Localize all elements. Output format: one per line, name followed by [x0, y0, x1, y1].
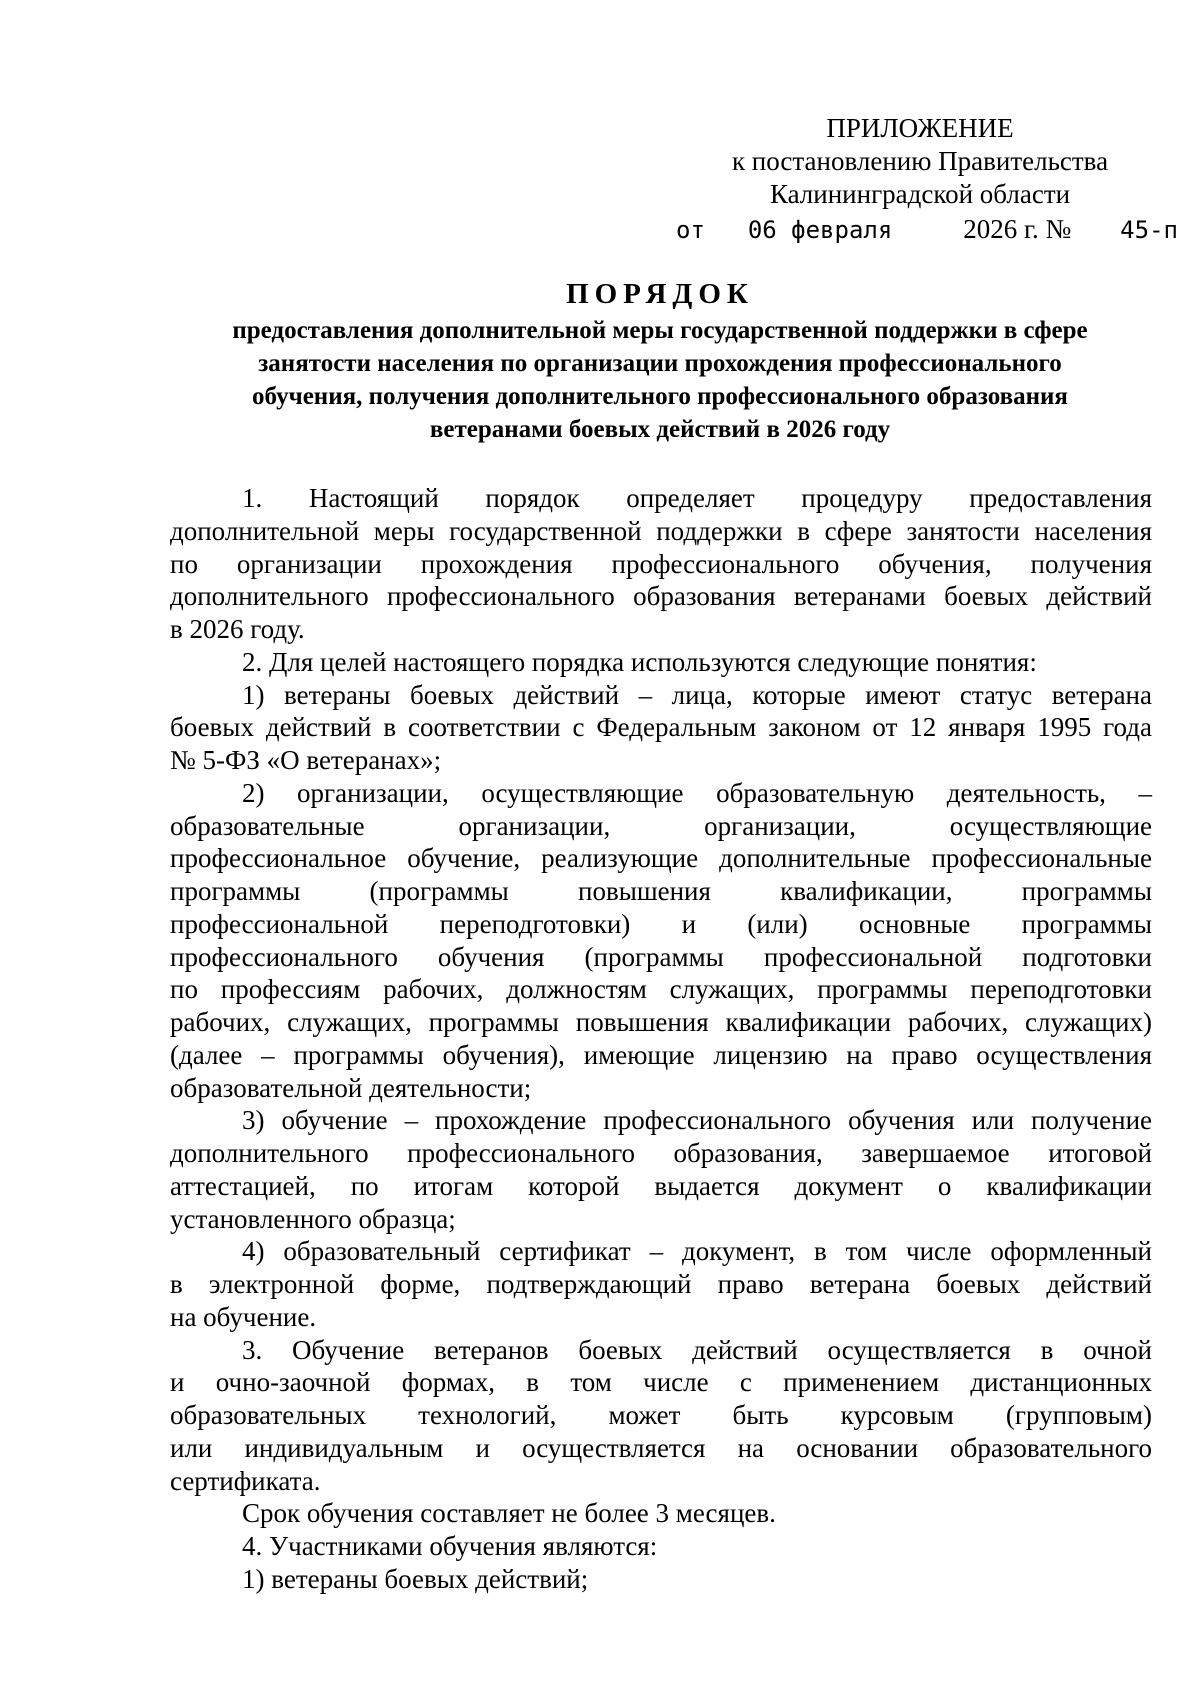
body-line: дополнительного профессионального образования ветеранами боевых действий — [170, 581, 1152, 612]
body-line: 1) ветераны боевых действий – лица, которые имеют статус ветерана — [242, 679, 1152, 710]
subtitle-line: ветеранами боевых действий в 2026 году — [429, 416, 891, 443]
body-line: по профессиям рабочих, должностям служащих, программы переподготовки — [170, 974, 1152, 1005]
body-line: боевых действий в соответствии с Федеральным законом от 12 января 1995 года — [170, 712, 1152, 743]
resolution-number: 45-п — [1120, 216, 1178, 244]
body-line: установленного образца; — [170, 1203, 456, 1234]
resolution-date-number — [676, 214, 1178, 245]
body-line: 4) образовательный сертификат – документ, в том числе оформленный — [242, 1236, 1152, 1267]
body-line: рабочих, служащих, программы повышения квалификации рабочих, служащих) — [170, 1007, 1152, 1037]
body-line: (далее – программы обучения), имеющие лицензию на право осуществления — [170, 1039, 1152, 1070]
appendix-heading: ПРИЛОЖЕНИЕ — [826, 113, 1014, 143]
resolution-year-label: 2026 г. № — [963, 214, 1072, 244]
appendix-line-1: к постановлению Правительства — [731, 146, 1109, 176]
body-line: 3) обучение – прохождение профессионального обучения или получение — [242, 1105, 1152, 1136]
body-line: 2) организации, осуществляющие образовательную деятельность, – — [242, 777, 1152, 808]
body-line: 1. Настоящий порядок определяет процедуру предоставления — [242, 483, 1152, 513]
appendix-block — [690, 112, 1150, 211]
body-line: 2. Для целей настоящего порядка используются следующие понятия: — [242, 646, 1037, 677]
body-line: образовательных технологий, может быть курсовым (групповым) — [170, 1400, 1152, 1430]
body-line: аттестацией, по итогам которой выдается документ о квалификации — [170, 1170, 1152, 1201]
body-line: и очно-заочной формах, в том числе с применением дистанционных — [170, 1367, 1152, 1398]
body-line: программы (программы повышения квалификации, программы — [170, 876, 1152, 906]
body-line: № 5-ФЗ «О ветеранах»; — [170, 745, 442, 775]
body-line: профессионального обучения (программы профессиональной подготовки — [170, 941, 1152, 972]
body-line: по организации прохождения профессионального обучения, получения — [170, 548, 1152, 579]
subtitle-line: предоставления дополнительной меры государственной поддержки в сфере — [232, 317, 1088, 344]
body-line: 3. Обучение ветеранов боевых действий осуществляется в очной — [242, 1334, 1152, 1365]
document-title: ПОРЯДОК — [566, 278, 754, 310]
body-line: в 2026 году. — [170, 614, 305, 644]
body-line: образовательной деятельности; — [170, 1072, 532, 1103]
document-body — [170, 482, 1152, 1596]
document-subtitle — [160, 314, 1160, 446]
appendix-line-2: Калининградской области — [769, 179, 1071, 209]
resolution-date: 06 февраля — [747, 216, 893, 244]
body-line: в электронной форме, подтверждающий право ветерана боевых действий — [170, 1269, 1152, 1299]
body-line: на обучение. — [170, 1301, 317, 1332]
body-line: Срок обучения составляет не более 3 месяцев. — [242, 1498, 776, 1529]
body-line: дополнительной меры государственной поддержки в сфере занятости населения — [170, 515, 1152, 546]
body-line: 1) ветераны боевых действий; — [242, 1563, 589, 1594]
body-line: профессиональное обучение, реализующие дополнительные профессиональные — [170, 843, 1152, 874]
body-line: или индивидуальным и осуществляется на основании образовательного — [170, 1432, 1152, 1463]
date-prefix: от — [676, 216, 705, 244]
body-line: 4. Участниками обучения являются: — [242, 1531, 658, 1561]
body-line: сертификата. — [170, 1465, 321, 1496]
body-line: образовательные организации, организации, осуществляющие — [170, 810, 1152, 841]
subtitle-line: обучения, получения дополнительного профессионального образования — [252, 383, 1068, 410]
subtitle-line: занятости населения по организации прохождения профессионального — [258, 350, 1062, 377]
body-line: профессиональной переподготовки) и (или) основные программы — [170, 908, 1152, 939]
body-line: дополнительного профессионального образования, завершаемое итоговой — [170, 1138, 1152, 1168]
